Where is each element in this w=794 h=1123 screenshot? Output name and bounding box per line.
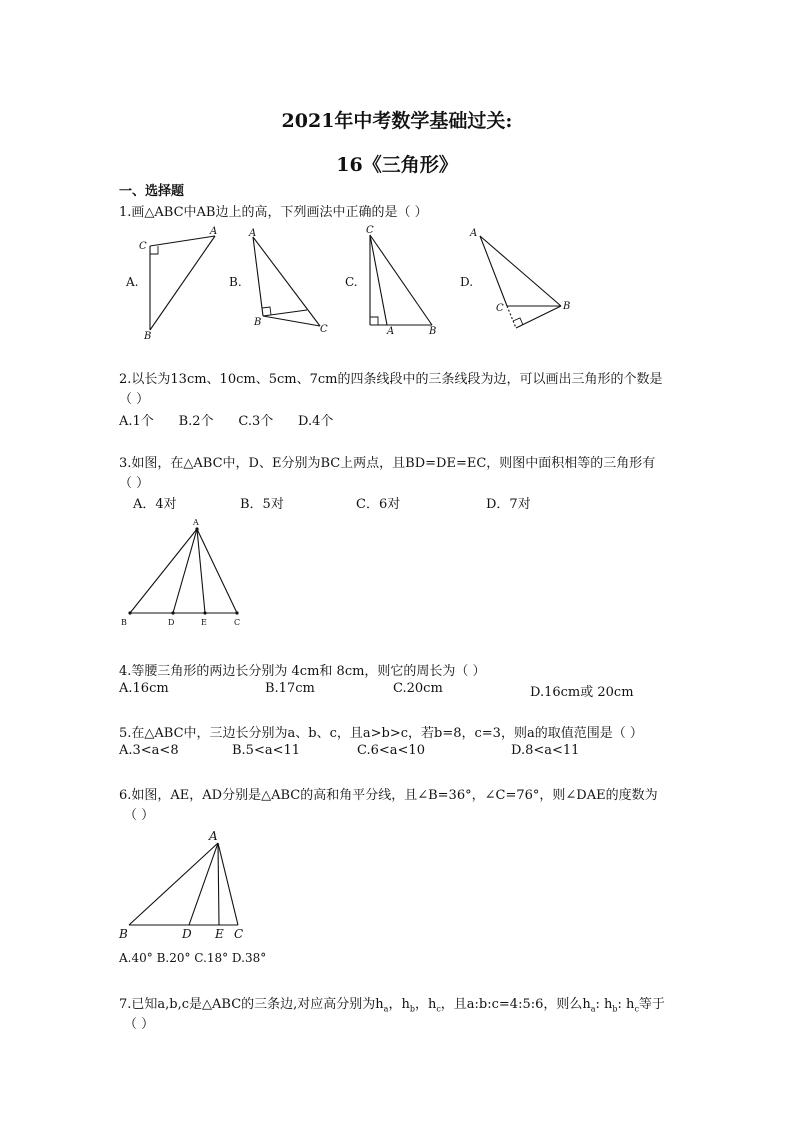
q1-option-a: A. [126, 275, 139, 289]
q5-option-d: D.8<a<11 [511, 743, 580, 758]
q5-option-b: B.5<a<11 [232, 743, 301, 758]
question-2-stem: 2.以长为13cm、10cm、5cm、7cm的四条线段中的三条线段为边，可以画出三角形的个数是 [119, 372, 663, 387]
q4-option-b: B.17cm [265, 681, 315, 696]
q1-fig-b-label-a: A [249, 228, 257, 239]
question-5-stem: 5.在△ABC中，三边长分别为a、b、c，且a>b>c，若b=8，c=3，则a的取值范围是（ ） [119, 726, 643, 741]
q6-figure-triangle [129, 843, 238, 925]
q4-option-d: D.16cm或 20cm [530, 685, 634, 700]
q6-fig-label-e: E [215, 927, 224, 941]
q1-fig-d-label-a: A [470, 228, 478, 239]
q4-option-a: A.16cm [119, 681, 169, 696]
q1-fig-c-triangle [370, 235, 432, 325]
q1-fig-a-triangle [150, 236, 215, 330]
q1-fig-d-label-c: C [496, 303, 504, 314]
q3-option-a: A．4对 [133, 497, 177, 512]
q6-fig-label-d: D [182, 927, 192, 941]
question-6-stem: 6.如图，AE，AD分别是△ABC的高和角平分线，且∠B=36°，∠C=76°，则∠DAE的度数为 [119, 788, 658, 803]
question-4-stem: 4.等腰三角形的两边长分别为 4cm和 8cm，则它的周长为（ ） [119, 664, 486, 679]
q1-fig-b-label-b: B [254, 317, 262, 328]
q3-fig-label-d: D [168, 618, 175, 627]
q1-option-b: B. [229, 275, 242, 289]
q1-option-c: C. [345, 275, 358, 289]
section-heading: 一、选择题 [119, 184, 185, 199]
q3-option-b: B．5对 [240, 497, 284, 512]
question-2-options: A.1个 B.2个 C.3个 D.4个 [119, 414, 334, 429]
question-7-paren: （ ） [124, 1017, 155, 1032]
q1-fig-c-label-c: C [366, 225, 374, 236]
q1-fig-d-triangle [480, 236, 561, 328]
q1-fig-a-label-b: B [144, 331, 152, 342]
q1-fig-c-label-a: A [387, 326, 395, 337]
question-7-stem: 7.已知a,b,c是△ABC的三条边,对应高分别为$h_a$，$h_b$，$h_c$，且a:b:c=4:5:6，则么$h_a$: $h_b$: $h_c$等于 [119, 997, 665, 1014]
q5-option-c: C.6<a<10 [357, 743, 425, 758]
q1-option-d: D. [460, 275, 474, 289]
q5-option-a: A.3<a<8 [119, 743, 179, 758]
question-6-options: A.40° B.20° C.18° D.38° [119, 951, 267, 965]
q6-fig-label-a: A [209, 829, 218, 843]
q1-fig-c-label-b: B [429, 326, 437, 337]
q1-fig-d-label-b: B [563, 301, 571, 312]
question-6-paren: （ ） [124, 808, 155, 823]
q6-fig-label-c: C [234, 927, 244, 941]
q3-fig-label-a: A [193, 518, 199, 527]
q6-fig-label-b: B [119, 927, 128, 941]
question-1-stem: 1.画△ABC中AB边上的高，下列画法中正确的是（ ） [119, 205, 428, 220]
q3-option-d: D．7对 [486, 497, 531, 512]
question-3-paren: （ ） [119, 476, 150, 491]
question-2-paren: （ ） [119, 392, 150, 407]
question-3-stem: 3.如图，在△ABC中，D、E分别为BC上两点，且BD=DE=EC，则图中面积相等的三角形有 [119, 456, 656, 471]
q3-figure-triangle [128, 527, 238, 614]
q1-fig-a-label-a: A [210, 226, 218, 237]
q1-fig-b-triangle [253, 237, 320, 326]
q3-fig-label-b: B [121, 618, 127, 627]
q3-fig-label-c: C [234, 618, 241, 627]
q1-fig-b-label-c: C [320, 324, 328, 335]
q4-option-c: C.20cm [393, 681, 443, 696]
q3-option-c: C．6对 [356, 497, 401, 512]
q3-fig-label-e: E [201, 618, 207, 627]
page-title: 2021年中考数学基础过关: [281, 110, 513, 132]
page-subtitle: 16《三角形》 [336, 154, 458, 176]
q1-fig-a-label-c: C [139, 241, 147, 252]
